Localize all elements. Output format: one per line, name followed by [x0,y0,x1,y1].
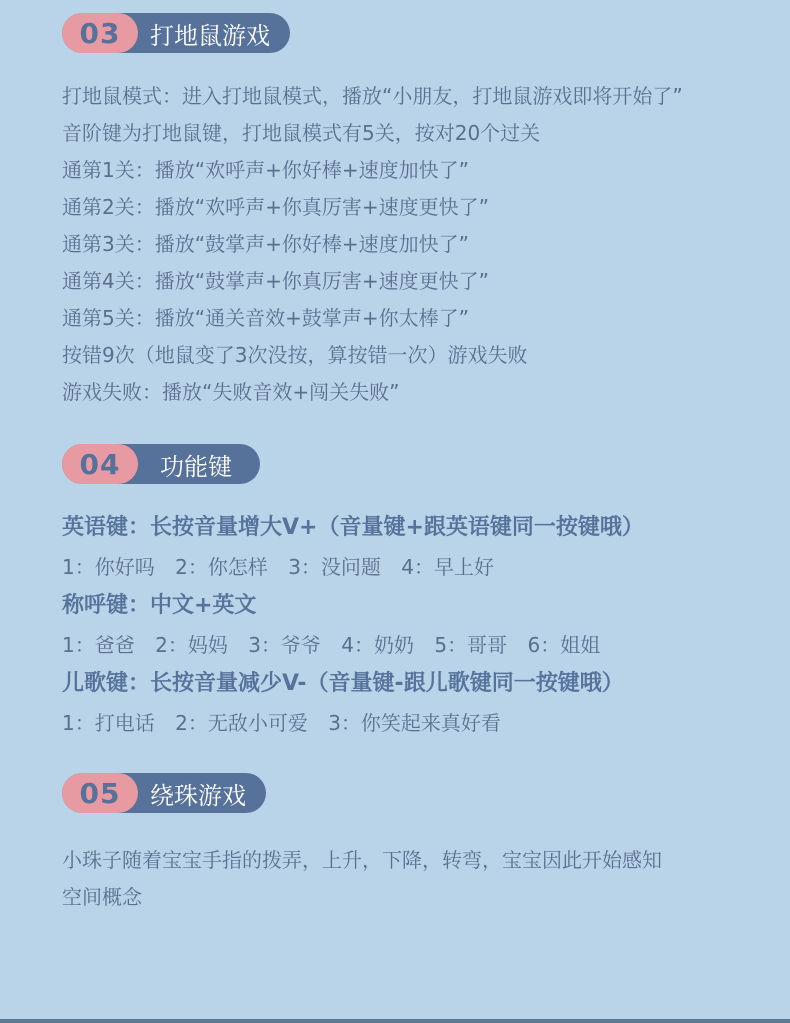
section-03-title: 打地鼠游戏 [150,21,270,50]
section-04-pill [62,444,260,484]
fail-sound-line: 游戏失败：播放“失败音效+闯关失败” [62,380,400,404]
section-03-number: 03 [62,13,138,53]
call-option: 1：爸爸 [62,633,135,657]
call-key-line: 称呼键：中文+英文 [62,593,257,618]
section-03-pill [62,13,290,53]
bead-game-line: 小珠子随着宝宝手指的拨弄，上升，下降，转弯，宝宝因此开始感知 [62,848,662,872]
english-key-line: 英语键：长按音量增大V+（音量键+跟英语键同一按键哦） [62,515,644,540]
english-option: 2：你怎样 [175,555,268,579]
level-1-line: 通第1关：播放“欢呼声+你好棒+速度加快了” [62,158,469,182]
level-2-line: 通第2关：播放“欢呼声+你真厉害+速度更快了” [62,195,489,219]
call-option: 5：哥哥 [434,633,508,657]
call-option: 6：姐姐 [527,633,601,657]
fail-rule-line: 按错9次（地鼠变了3次没按，算按错一次）游戏失败 [62,343,528,367]
song-key-line: 儿歌键：长按音量减少V-（音量键-跟儿歌键同一按键哦） [62,671,624,696]
section-05-pill [62,773,266,813]
section-04-title: 功能键 [160,452,232,481]
call-option: 3：爷爷 [248,633,321,657]
bead-game-line-2: 空间概念 [62,885,142,909]
english-options [62,548,750,586]
song-option: 1：打电话 [62,711,155,735]
section-04-number: 04 [62,444,138,484]
level-4-line: 通第4关：播放“鼓掌声+你真厉害+速度更快了” [62,269,489,293]
call-options [62,626,750,664]
section-03-header [62,12,290,54]
call-option: 2：妈妈 [155,633,228,657]
section-05-title: 绕珠游戏 [150,781,246,810]
whack-mode-line: 打地鼠模式：进入打地鼠模式，播放“小朋友，打地鼠游戏即将开始了” [62,84,683,108]
call-option: 4：奶奶 [341,633,415,657]
bottom-divider [0,1019,790,1023]
song-option: 3：你笑起来真好看 [328,711,501,735]
song-option: 2：无敌小可爱 [175,711,308,735]
english-option: 4：早上好 [401,555,495,579]
section-03-body [62,78,750,411]
level-5-line: 通第5关：播放“通关音效+鼓掌声+你太棒了” [62,306,469,330]
section-05-header [62,772,266,814]
english-option: 1：你好吗 [62,555,155,579]
section-05-body [62,842,750,916]
level-3-line: 通第3关：播放“鼓掌声+你好棒+速度加快了” [62,232,469,256]
english-option: 3：没问题 [288,555,381,579]
section-04-body [62,508,750,742]
section-04-header [62,443,260,485]
scale-key-line: 音阶键为打地鼠键，打地鼠模式有5关，按对20个过关 [62,121,541,145]
section-05-number: 05 [62,773,138,813]
song-options [62,704,750,742]
